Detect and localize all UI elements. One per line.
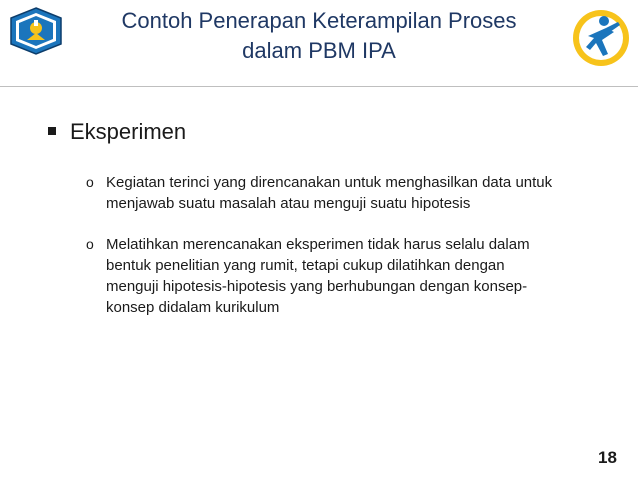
slide-title-line-1: Contoh Penerapan Keterampilan Proses	[121, 8, 517, 33]
sub-bullet-2-line-1: Melatihkan merencanakan eksperimen tidak harus selalu dalam	[106, 236, 530, 253]
main-bullet-label: Eksperimen	[70, 119, 187, 144]
title-divider	[0, 86, 638, 87]
slide-title-line-2: dalam PBM IPA	[242, 38, 396, 63]
sub-bullet-1-line-2: menjawab suatu masalah atau menguji suatu hipotesis	[106, 195, 471, 212]
square-bullet-icon	[48, 127, 56, 135]
sub-bullet-2-line-2: bentuk penelitian yang rumit, tetapi cukup dilatihkan dengan	[106, 257, 505, 274]
tut-wuri-handayani-emblem-icon	[7, 6, 65, 56]
sub-bullet-2	[86, 234, 606, 318]
circle-bullet-icon: o	[86, 174, 94, 190]
sub-bullet-1-line-1: Kegiatan terinci yang direncanakan untuk menghasilkan data untuk	[106, 174, 553, 191]
slide-title	[110, 6, 528, 66]
page-number: 18	[598, 448, 617, 467]
sub-bullet-1	[86, 172, 606, 214]
main-bullet	[48, 118, 608, 146]
sub-bullet-2-line-3: menguji hipotesis-hipotesis yang berhubungan dengan konsep-	[106, 278, 528, 295]
sub-bullet-2-line-4: konsep didalam kurikulum	[106, 299, 280, 316]
circle-bullet-icon: o	[86, 236, 94, 252]
kurikulum-figure-logo-icon	[570, 6, 632, 70]
